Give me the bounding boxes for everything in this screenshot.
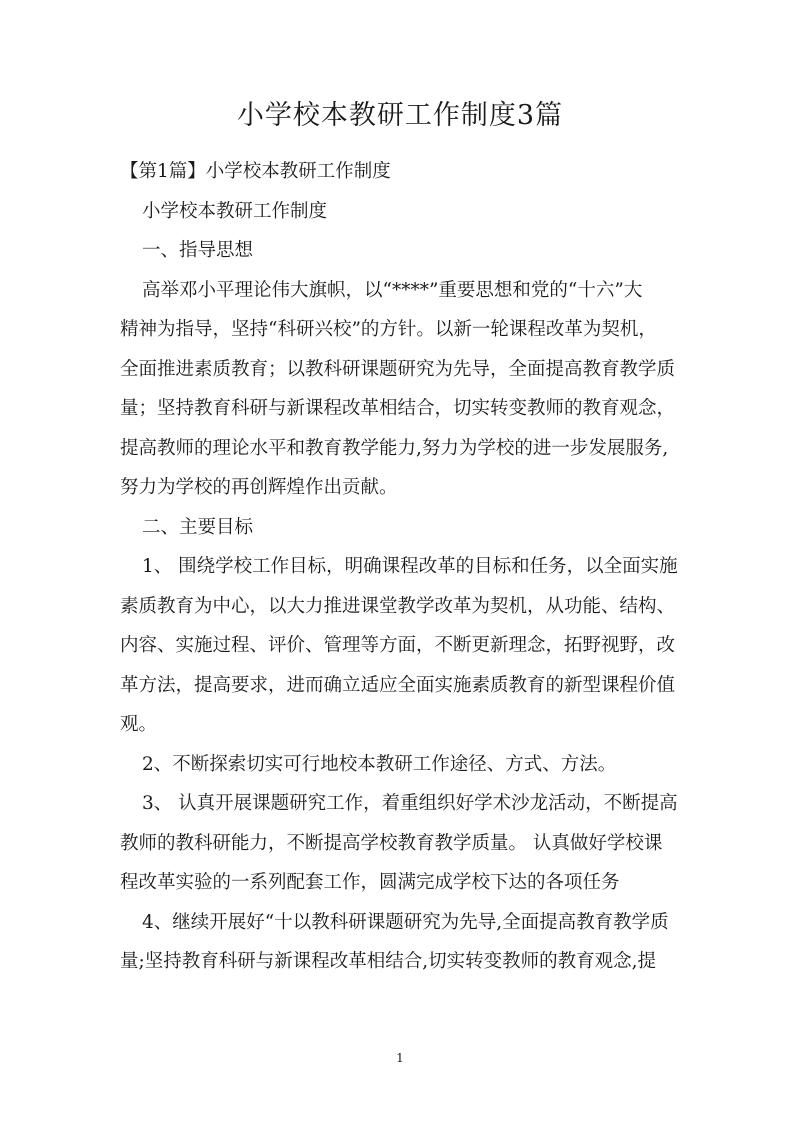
text-line: 一、指导思想 bbox=[142, 240, 254, 261]
text-line: 程改革实验的一系列配套工作，圆满完成学校下达的各项任务 bbox=[120, 872, 620, 893]
text-line: 2、不断探索切实可行地校本教研工作途径、方式、方法。 bbox=[142, 753, 617, 775]
document-body bbox=[120, 152, 690, 982]
document-title: 小学校本教研工作制度3篇 bbox=[236, 100, 564, 131]
text-line: 量；坚持教育科研与新课程改革相结合，切实转变教师的教育观念， bbox=[120, 398, 676, 419]
page-number: 1 bbox=[396, 1051, 404, 1065]
text-line: 3、 认真开展课题研究工作，着重组织好学术沙龙活动，不断提高 bbox=[142, 793, 678, 814]
text-line: 观。 bbox=[120, 714, 158, 735]
text-line: 内容、实施过程、评价、管理等方面，不断更新理念，拓野视野，改 bbox=[120, 635, 676, 656]
text-line: 素质教育为中心，以大力推进课堂教学改革为契机，从功能、结构、 bbox=[120, 595, 676, 617]
text-line: 精神为指导，坚持“科研兴校”的方针。以新一轮课程改革为契机， bbox=[120, 319, 657, 340]
text-line: 1、 围绕学校工作目标，明确课程改革的目标和任务，以全面实施 bbox=[142, 556, 678, 577]
text-line: 高举邓小平理论伟大旗帜，以“****”重要思想和党的“十六”大 bbox=[142, 279, 643, 301]
text-line: 二、主要目标 bbox=[142, 516, 254, 538]
text-line: 教师的教科研能力，不断提高学校教育教学质量。 认真做好学校课 bbox=[120, 832, 663, 854]
text-line: 提高教师的理论水平和教育教学能力,努力为学校的进一步发展服务, bbox=[120, 437, 669, 459]
text-line: 小学校本教研工作制度 bbox=[142, 200, 328, 222]
text-line: 量;坚持教育科研与新课程改革相结合,切实转变教师的教育观念,提 bbox=[120, 951, 656, 972]
text-line: 4、继续开展好“十以教科研课题研究为先导,全面提高教育教学质 bbox=[142, 911, 669, 933]
text-line: 革方法，提高要求，进而确立适应全面实施素质教育的新型课程价值 bbox=[120, 674, 676, 696]
text-line: 全面推进素质教育；以教科研课题研究为先导，全面提高教育教学质 bbox=[120, 358, 676, 380]
text-line: 努力为学校的再创辉煌作出贡献。 bbox=[120, 477, 398, 498]
section-heading: 【第1篇】小学校本教研工作制度 bbox=[120, 161, 391, 182]
